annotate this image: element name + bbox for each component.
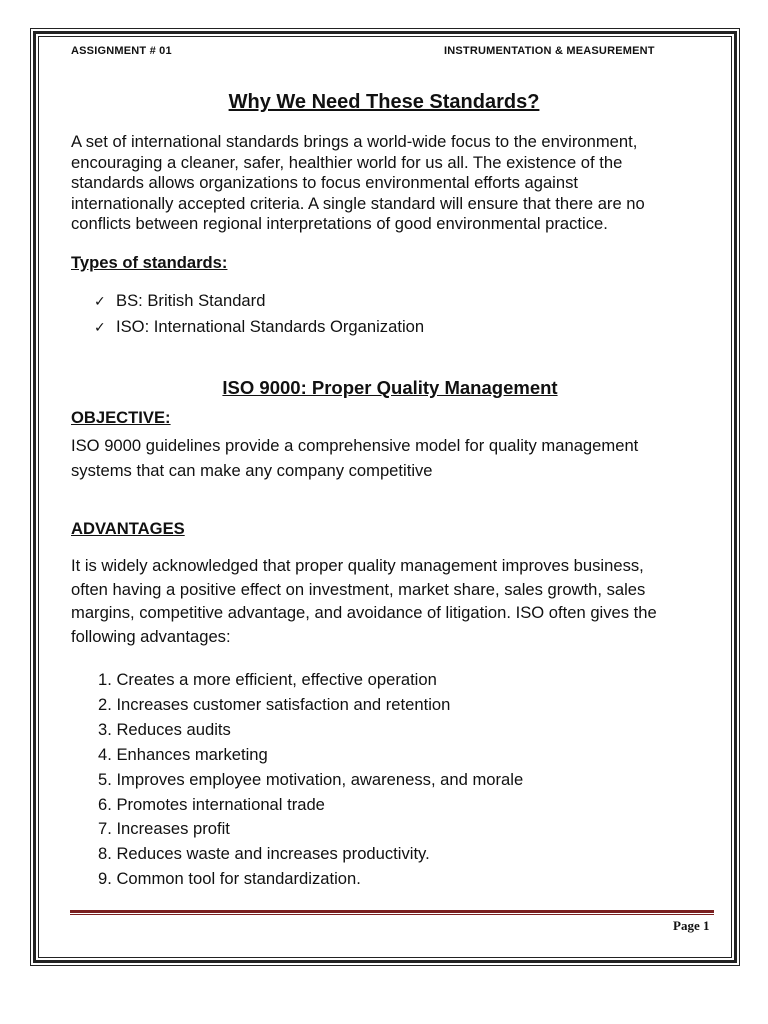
list-item: 2. Increases customer satisfaction and retention	[98, 694, 451, 714]
list-item-label: ISO: International Standards Organization	[116, 316, 425, 336]
list-item: 8. Reduces waste and increases productivity.	[98, 844, 430, 864]
header-course-label: INSTRUMENTATION & MEASUREMENT	[444, 45, 655, 57]
paragraph-line: It is widely acknowledged that proper quality management improves business,	[71, 556, 644, 575]
advantages-list	[98, 668, 523, 892]
header-assignment-label: ASSIGNMENT # 01	[71, 45, 172, 57]
paragraph-line: encouraging a cleaner, safer, healthier world for us all. The existence of the	[71, 152, 623, 172]
standards-paragraph	[71, 132, 711, 235]
list-item-label: BS: British Standard	[116, 291, 266, 310]
advantages-heading: ADVANTAGES	[71, 519, 185, 538]
objective-heading: OBJECTIVE:	[71, 408, 171, 427]
section-title-standards: Why We Need These Standards?	[228, 91, 540, 113]
page-number: Page 1	[673, 918, 710, 933]
list-item: 1. Creates a more efficient, effective operation	[98, 670, 437, 689]
paragraph-line: ISO 9000 guidelines provide a comprehensive model for quality management	[71, 436, 639, 455]
types-of-standards-heading: Types of standards:	[71, 253, 228, 272]
list-item: 5. Improves employee motivation, awareness, and morale	[98, 769, 524, 789]
paragraph-line: A set of international standards brings a world-wide focus to the environment,	[71, 132, 638, 151]
paragraph-line: systems that can make any company competitive	[71, 460, 433, 480]
list-item: 9. Common tool for standardization.	[98, 869, 361, 889]
list-item: 4. Enhances marketing	[98, 744, 268, 764]
paragraph-line: often having a positive effect on investment, market share, sales growth, sales	[71, 579, 646, 599]
paragraph-line: following advantages:	[71, 626, 231, 646]
advantages-intro-paragraph	[71, 554, 657, 648]
list-item: 7. Increases profit	[98, 819, 230, 839]
list-item: 6. Promotes international trade	[98, 794, 325, 814]
paragraph-line: margins, competitive advantage, and avoidance of litigation. ISO often gives the	[71, 603, 657, 622]
paragraph-line: standards allows organizations to focus environmental efforts against	[71, 173, 579, 192]
objective-paragraph	[71, 434, 638, 483]
paragraph-line: conflicts between regional interpretations of good environmental practice.	[71, 214, 608, 233]
footer-divider	[70, 910, 714, 913]
paragraph-line: internationally accepted criteria. A single standard will ensure that there are no	[71, 193, 645, 213]
footer-divider-thin	[70, 914, 714, 915]
standards-checklist	[94, 289, 424, 340]
list-item: 3. Reduces audits	[98, 719, 231, 739]
list-item	[94, 315, 424, 341]
checkmark-icon: ✓	[94, 319, 106, 336]
list-item	[94, 289, 424, 315]
section-title-iso9000: ISO 9000: Proper Quality Management	[222, 377, 558, 398]
checkmark-icon: ✓	[94, 294, 106, 310]
